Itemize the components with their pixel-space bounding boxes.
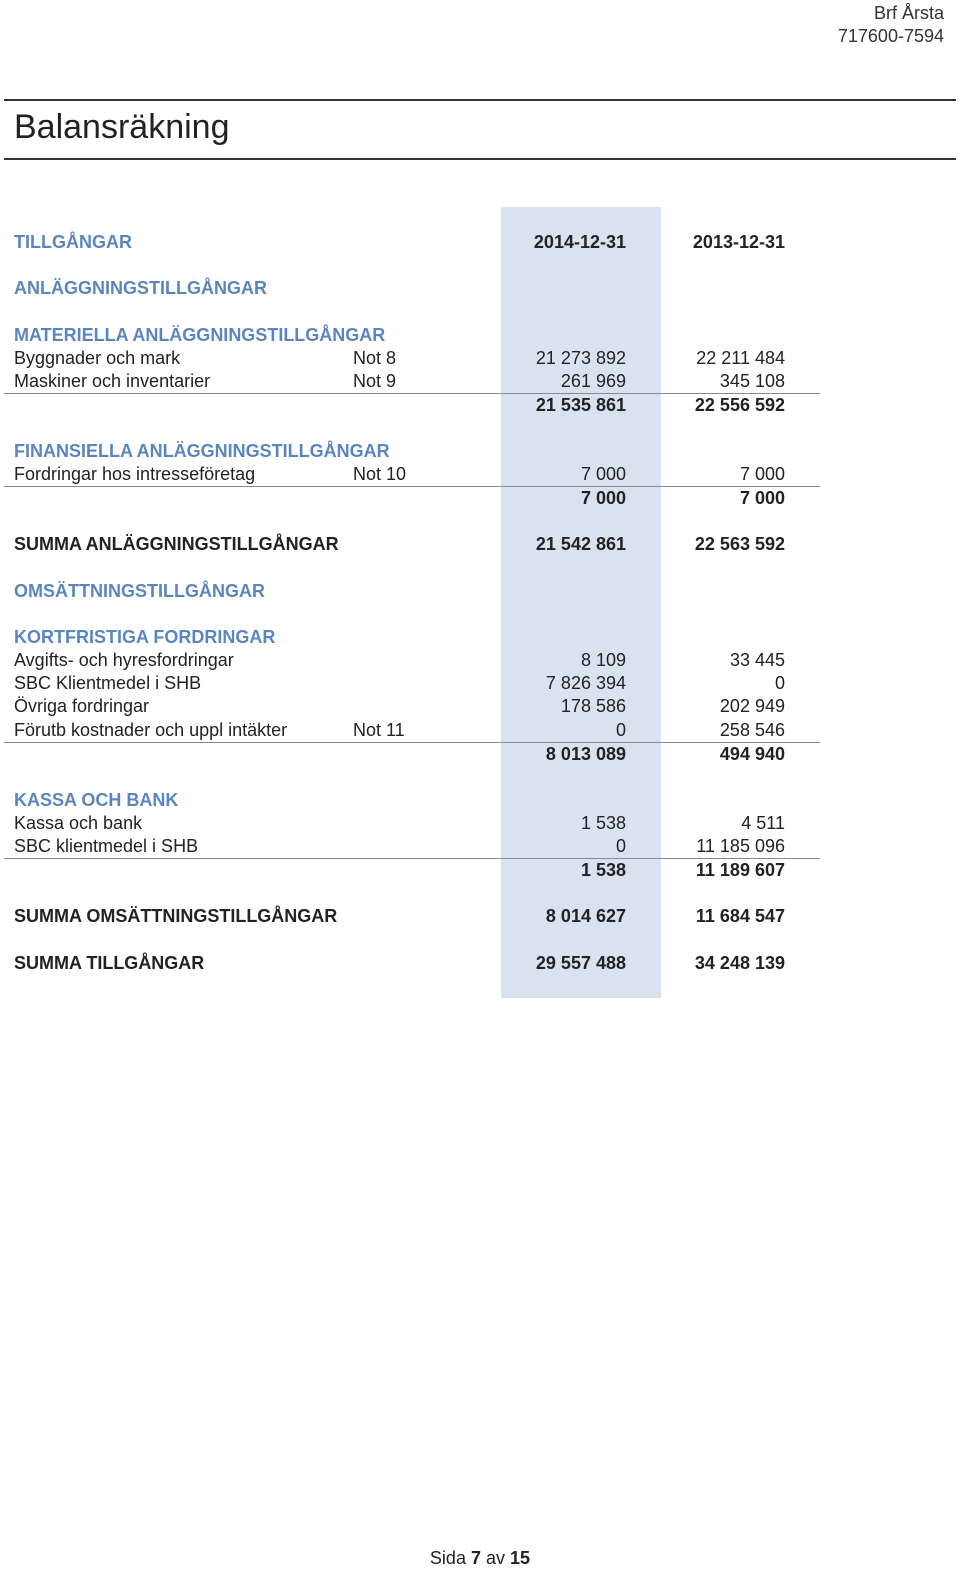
table-row — [14, 812, 820, 835]
organization-info — [838, 2, 944, 48]
table-row — [14, 695, 820, 718]
table-row — [14, 347, 820, 370]
row-value-2014: 0 — [615, 836, 626, 856]
subtotal-row — [14, 859, 820, 882]
page-number — [0, 1547, 960, 1569]
section-heading-kortfristiga: KORTFRISTIGA FORDRINGAR — [14, 627, 276, 647]
row-value-2013: 22 211 484 — [696, 348, 785, 368]
organization-number: 717600-7594 — [837, 26, 944, 46]
total-label: SUMMA ANLÄGGNINGSTILLGÅNGAR — [14, 534, 339, 554]
grand-total-value-2014: 29 557 488 — [535, 953, 626, 973]
subtotal-row — [14, 394, 820, 417]
row-label: Kassa och bank — [14, 813, 143, 833]
row-label: SBC Klientmedel i SHB — [14, 673, 202, 693]
total-value-2014: 8 014 627 — [545, 906, 626, 926]
section-heading-tillgangar: TILLGÅNGAR — [14, 232, 132, 252]
row-label: SBC klientmedel i SHB — [14, 836, 199, 856]
row-value-2014: 178 586 — [560, 696, 626, 716]
page-number-prefix: Sida — [429, 1548, 466, 1568]
page-number-middle: av — [486, 1548, 506, 1568]
page-number-current: 7 — [470, 1548, 481, 1568]
grand-total-value-2013: 34 248 139 — [694, 953, 785, 973]
subtotal-value-2013: 11 189 607 — [695, 860, 785, 880]
section-heading-kassa: KASSA OCH BANK — [14, 790, 179, 810]
row-label: Övriga fordringar — [14, 696, 150, 716]
row-note: Not 11 — [353, 720, 405, 740]
row-value-2013: 33 445 — [729, 650, 785, 670]
title-top-rule — [4, 99, 956, 101]
section-heading-omsattningstillgangar: OMSÄTTNINGSTILLGÅNGAR — [14, 581, 265, 601]
column-header-row — [14, 231, 820, 254]
table-row — [14, 463, 820, 486]
row-label: Fordringar hos intresseföretag — [14, 464, 256, 484]
section-heading-materiella: MATERIELLA ANLÄGGNINGSTILLGÅNGAR — [14, 325, 386, 345]
row-note: Not 10 — [353, 464, 407, 484]
subtotal-row — [14, 487, 820, 510]
row-value-2013: 11 185 096 — [696, 836, 785, 856]
row-label: Maskiner och inventarier — [14, 371, 211, 391]
table-row — [14, 672, 820, 695]
total-value-2013: 22 563 592 — [694, 534, 785, 554]
row-value-2013: 0 — [774, 673, 785, 693]
subsection-heading-row — [14, 789, 820, 812]
row-value-2013: 7 000 — [739, 464, 785, 484]
row-value-2014: 1 538 — [580, 813, 626, 833]
row-value-2013: 345 108 — [719, 371, 785, 391]
row-value-2014: 0 — [615, 720, 626, 740]
row-value-2014: 8 109 — [580, 650, 626, 670]
subsection-heading-row — [14, 324, 820, 347]
grand-total-label: SUMMA TILLGÅNGAR — [14, 953, 205, 973]
grand-total-row — [14, 952, 820, 975]
section-heading-row — [14, 277, 820, 300]
page-title: Balansräkning — [14, 108, 230, 146]
total-label: SUMMA OMSÄTTNINGSTILLGÅNGAR — [14, 906, 338, 926]
page-number-total: 15 — [510, 1548, 531, 1568]
subtotal-value-2014: 1 538 — [580, 860, 626, 880]
row-value-2013: 258 546 — [719, 720, 785, 740]
row-note: Not 9 — [353, 371, 397, 391]
total-row — [14, 533, 820, 556]
subtotal-value-2014: 21 535 861 — [535, 395, 626, 415]
total-value-2014: 21 542 861 — [535, 534, 626, 554]
row-label: Förutb kostnader och uppl intäkter — [14, 720, 288, 740]
subtotal-value-2014: 8 013 089 — [545, 744, 626, 764]
subtotal-value-2013: 494 940 — [719, 744, 785, 764]
subtotal-value-2013: 22 556 592 — [694, 395, 785, 415]
row-note: Not 8 — [353, 348, 397, 368]
table-row — [14, 719, 820, 742]
total-value-2013: 11 684 547 — [695, 906, 785, 926]
organization-name: Brf Årsta — [873, 3, 944, 23]
row-value-2013: 202 949 — [719, 696, 785, 716]
subsection-heading-row — [14, 440, 820, 463]
subsection-heading-row — [14, 626, 820, 649]
row-value-2014: 7 000 — [580, 464, 626, 484]
subtotal-value-2013: 7 000 — [739, 488, 785, 508]
section-heading-anlaggningstillgangar: ANLÄGGNINGSTILLGÅNGAR — [14, 278, 267, 298]
section-heading-row — [14, 580, 820, 603]
subtotal-value-2014: 7 000 — [580, 488, 626, 508]
table-row — [14, 835, 820, 858]
row-value-2014: 7 826 394 — [545, 673, 626, 693]
section-heading-finansiella: FINANSIELLA ANLÄGGNINGSTILLGÅNGAR — [14, 441, 390, 461]
column-header-2013: 2013-12-31 — [692, 232, 785, 252]
table-row — [14, 649, 820, 672]
row-label: Byggnader och mark — [14, 348, 181, 368]
row-value-2014: 261 969 — [560, 371, 626, 391]
table-row — [14, 370, 820, 393]
column-header-2014: 2014-12-31 — [533, 232, 626, 252]
row-value-2013: 4 511 — [741, 813, 785, 833]
row-label: Avgifts- och hyresfordringar — [14, 650, 234, 670]
total-row — [14, 905, 820, 928]
row-value-2014: 21 273 892 — [535, 348, 626, 368]
title-bottom-rule — [4, 158, 956, 160]
subtotal-row — [14, 743, 820, 766]
